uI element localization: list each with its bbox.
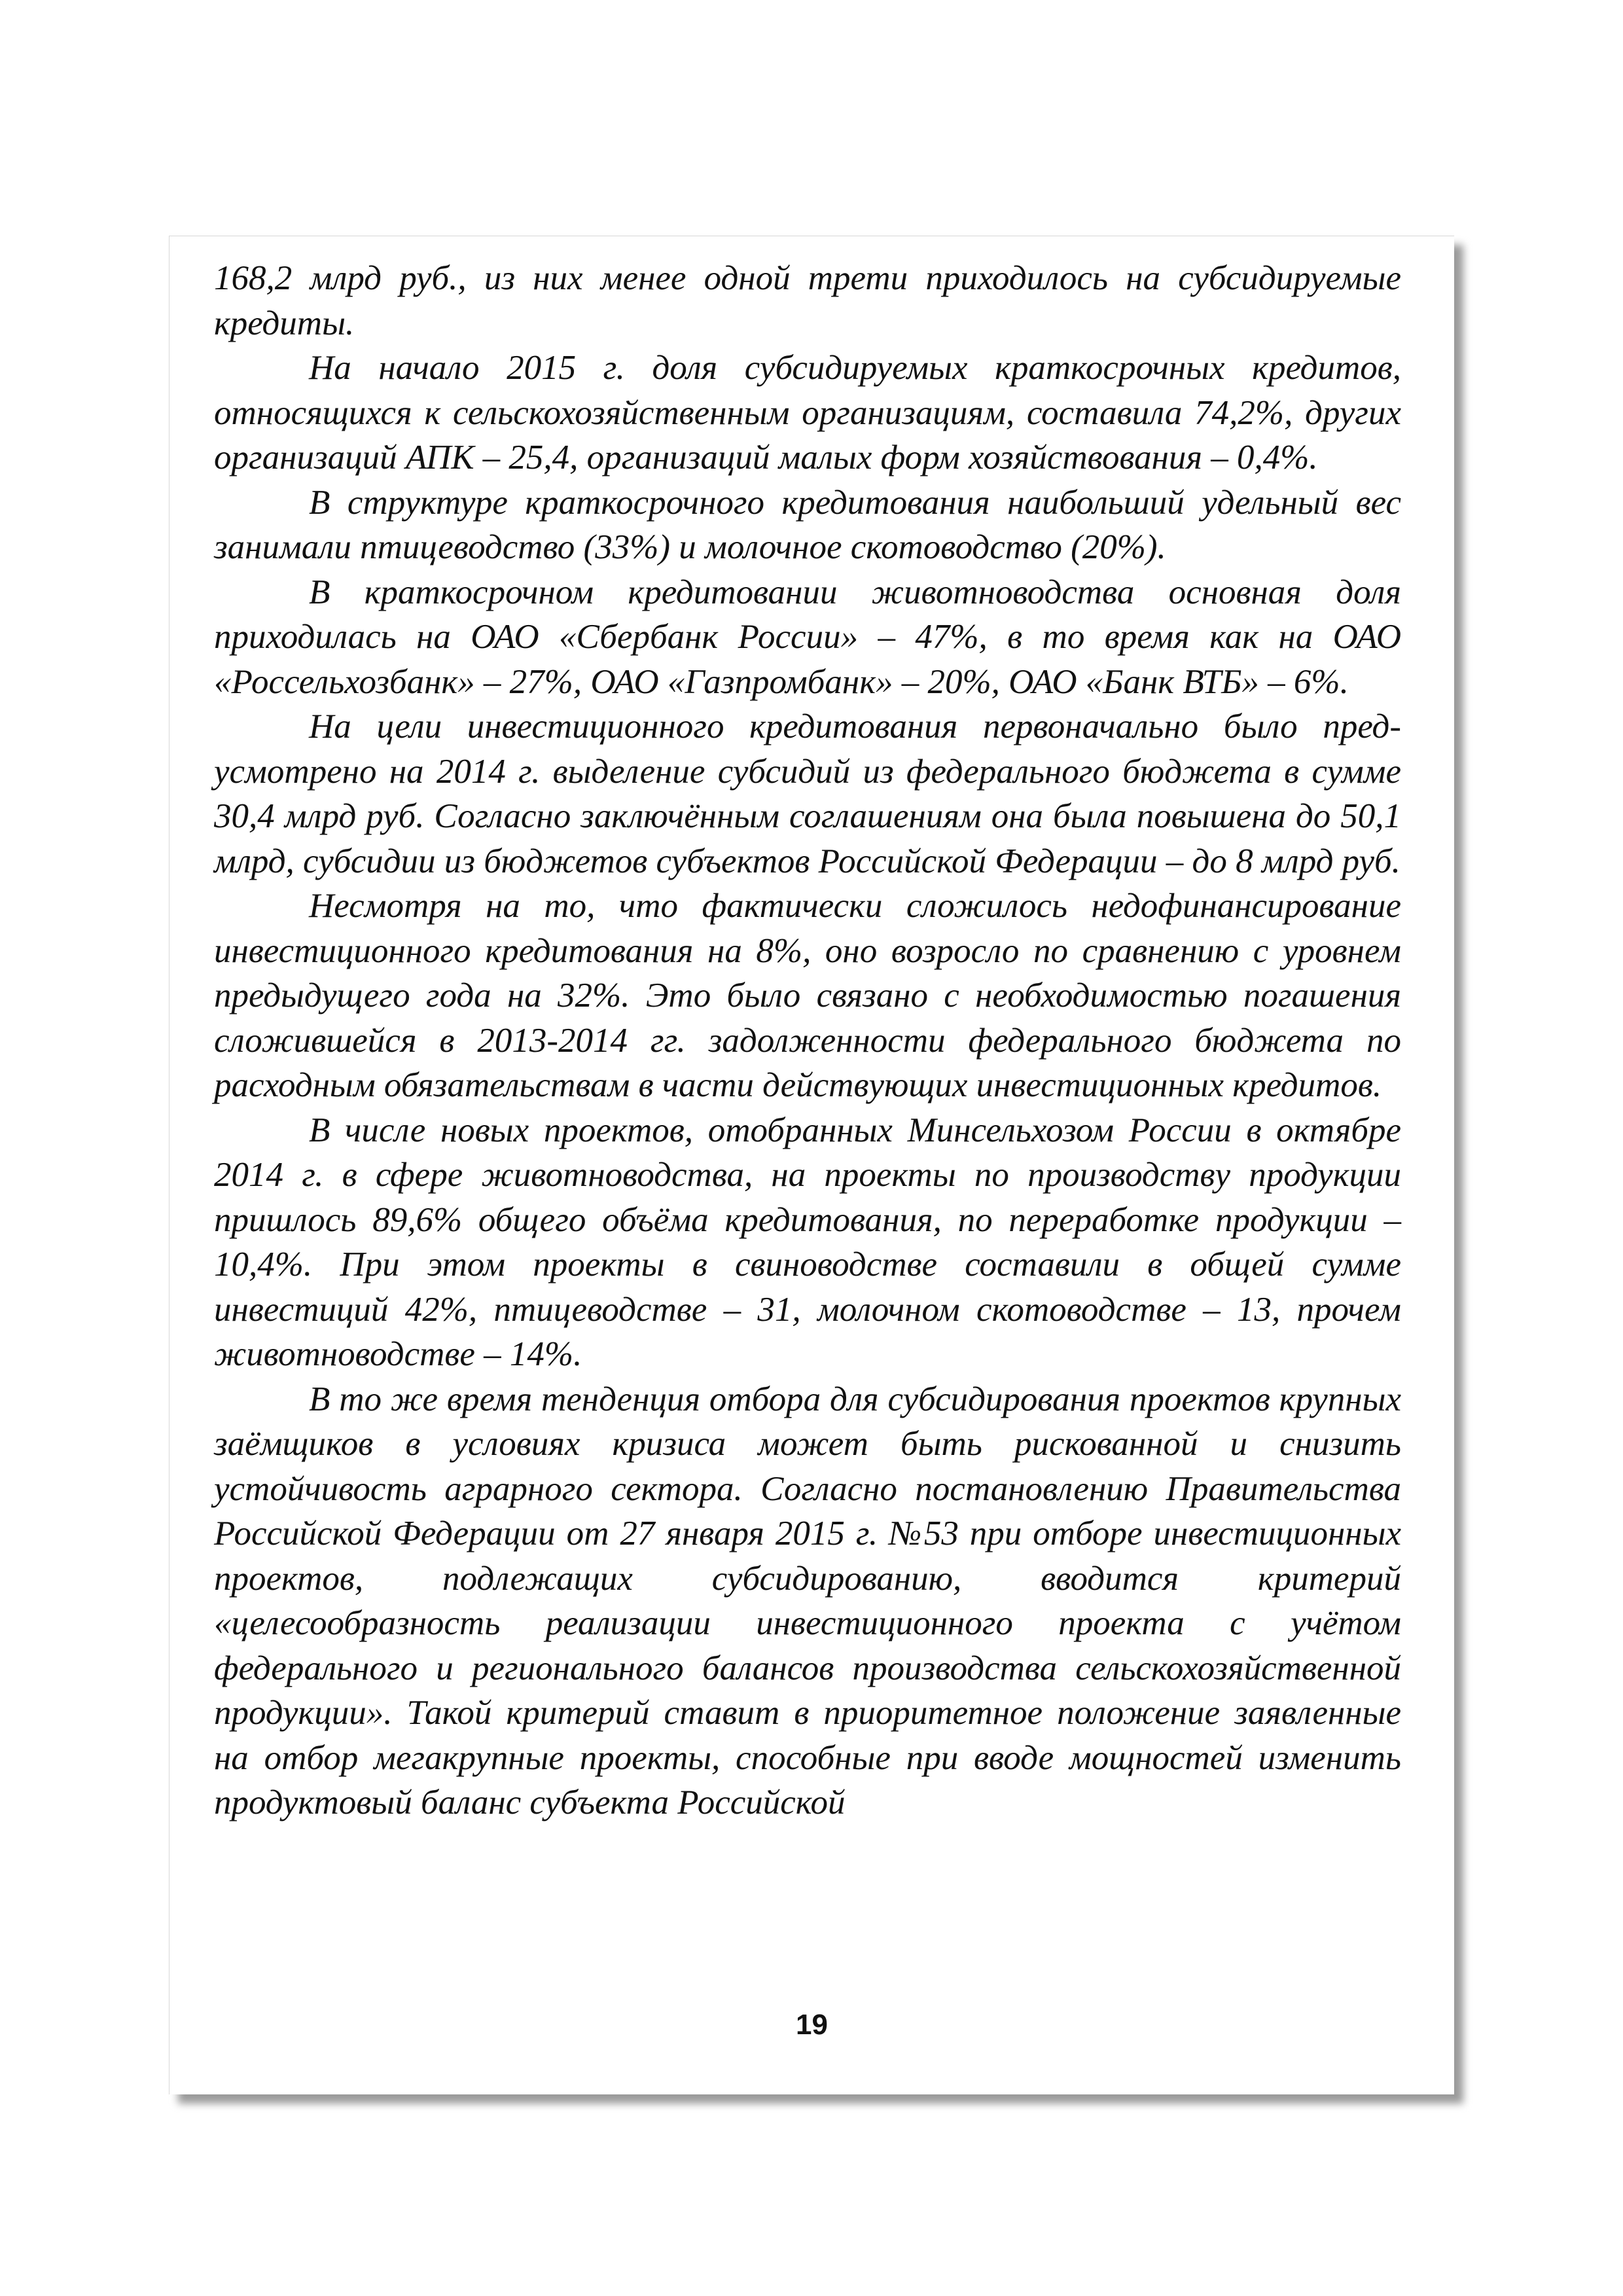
paragraph-short-term-loans-share: На начало 2015 г. доля субсидируемых краткосрочных кредитов, относящихся к сельскохозяйственным организациям, составила 74,2%, других организаций АПК – 25,4, организаций малых форм хозяйствования – 0,4%. bbox=[214, 349, 1401, 476]
paragraph-continuation: 168,2 млрд руб., из них менее одной трети приходилось на субсидируемые кредиты. bbox=[214, 259, 1401, 342]
paragraph-underfunding: Несмотря на то, что фактически сложилось недофинансирование инвестиционного кредитования на 8%, оно возросло по сравнению с уровнем предыдущего года на 32%. Это было связано с необходимостью погашения сложившейся в 2013-2014 гг. задолженности федерального бюджета по расходным обязательствам в части действующих инвестиционных кредитов. bbox=[214, 887, 1401, 1104]
text-body bbox=[214, 256, 1401, 1825]
paragraph-banks: В краткосрочном кредитовании животноводства основная доля приходилась на ОАО «Сбербанк России» – 47%, в то время как на ОАО «Россельхозбанк» – 27%, ОАО «Газпромбанк» – 20%, ОАО «Банк ВТБ» – 6%. bbox=[214, 573, 1401, 701]
page-number: 19 bbox=[796, 2009, 828, 2041]
paragraph-investment-subsidies: На цели инвестиционного кредитования первоначально было предусмотрено на 2014 г. выделение субсидий из федерального бюджета в сумме 30,4 млрд руб. Согласно заключённым соглашениям она была повышена до 50,1 млрд, субсидии из бюджетов субъектов Российской Федерации – до 8 млрд руб. bbox=[214, 708, 1401, 880]
paragraph-selection-trend: В то же время тенденция отбора для субсидирования проектов крупных заёмщиков в условиях кризиса может быть рискованной и снизить устойчивость аграрного сектора. Согласно постановлению Правительства Российской Федерации от 27 января 2015 г. №53 при отборе инвестиционных проектов, подлежащих субсидированию, вводится критерий «целесообразность реализации инвестиционного проекта с учётом федерального и регионального балансов производства сельскохозяйственной продукции». Такой критерий ставит в приоритетное положение заявленные на отбор мегакрупные проекты, способные при вводе мощностей изменить продуктовый баланс субъекта Российской bbox=[214, 1380, 1401, 1821]
paragraph-new-projects: В числе новых проектов, отобранных Минсельхозом России в октябре 2014 г. в сфере животноводства, на проекты по производству продукции пришлось 89,6% общего объёма кредитования, по переработке продукции – 10,4%. При этом проекты в свиноводстве составили в общей сумме инвестиций 42%, птицеводстве – 31, молочном скотоводстве – 13, прочем животноводстве – 14%. bbox=[214, 1111, 1401, 1373]
paragraph-structure: В структуре краткосрочного кредитования наибольший удельный вес занимали птицеводство (33%) и молочное скотоводство (20%). bbox=[214, 483, 1401, 566]
document-page bbox=[169, 236, 1454, 2094]
